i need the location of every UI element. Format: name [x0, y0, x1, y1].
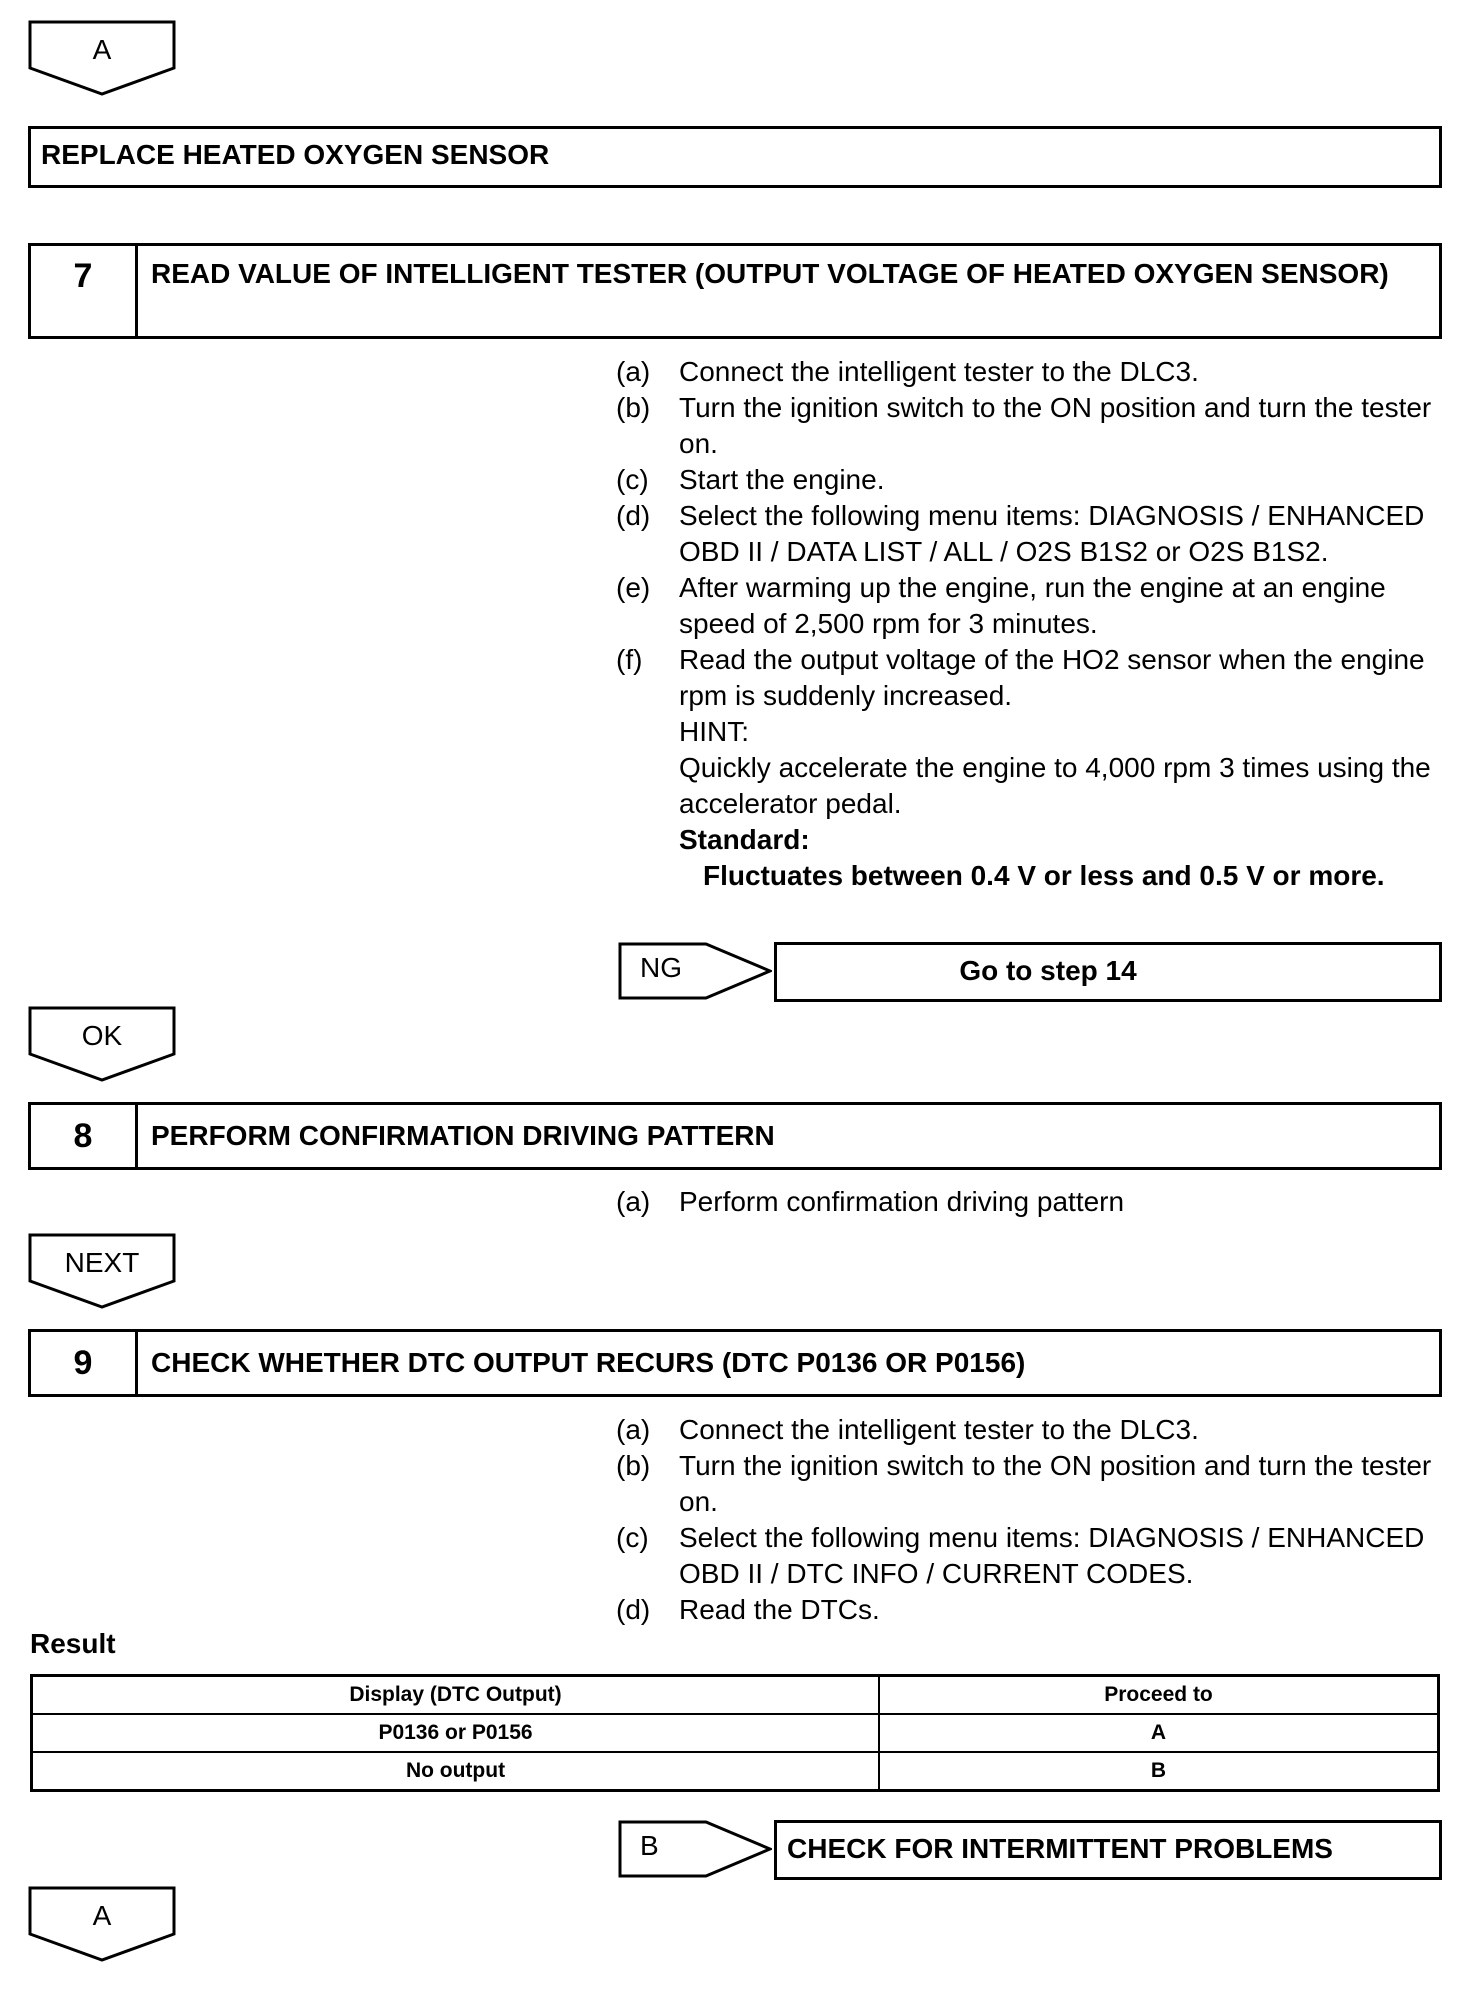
ng-target-text: Go to step 14 — [959, 955, 1137, 986]
step-7-instructions — [616, 354, 1446, 894]
b-target-text: CHECK FOR INTERMITTENT PROBLEMS — [787, 1833, 1333, 1864]
standard-label: Standard: — [679, 824, 810, 855]
step-number: 7 — [31, 246, 138, 336]
hint-label: HINT: — [679, 716, 749, 747]
flow-arrow-a-top — [28, 20, 176, 96]
instruction-text: Select the following menu items: DIAGNOSIS / ENHANCED OBD II / DATA LIST / ALL / O2S B1S2 or O2S B1S2. — [679, 500, 1425, 567]
instruction-letter: (c) — [616, 1522, 649, 1553]
table-header-row — [32, 1676, 1439, 1715]
instruction-item — [616, 498, 1446, 570]
step-8-instructions — [616, 1184, 1446, 1220]
instruction-letter: (f) — [616, 644, 643, 675]
instruction-text: Read the output voltage of the HO2 sensor when the engine rpm is suddenly increased. — [679, 644, 1425, 711]
instruction-text: Read the DTCs. — [679, 1594, 880, 1625]
instruction-letter: (e) — [616, 572, 651, 603]
instruction-letter: (a) — [616, 1186, 651, 1217]
step-7-header — [28, 243, 1442, 339]
instruction-item — [616, 1592, 1446, 1628]
instruction-text: After warming up the engine, run the engine at an engine speed of 2,500 rpm for 3 minutes. — [679, 572, 1386, 639]
result-table — [30, 1674, 1440, 1792]
standard-text: Fluctuates between 0.4 V or less and 0.5 V or more. — [703, 860, 1385, 891]
instruction-item — [616, 462, 1446, 498]
instruction-letter: (c) — [616, 464, 649, 495]
step-9-header — [28, 1329, 1442, 1397]
replace-sensor-text: REPLACE HEATED OXYGEN SENSOR — [41, 139, 550, 170]
table-row — [32, 1714, 1439, 1752]
ng-arrow — [618, 942, 772, 1000]
table-cell: B — [879, 1752, 1439, 1791]
table-header-cell: Display (DTC Output) — [32, 1676, 880, 1715]
instruction-item — [616, 1184, 1446, 1220]
instruction-text: Turn the ignition switch to the ON position and turn the tester on. — [679, 1450, 1432, 1517]
flow-arrow-a-bottom — [28, 1886, 176, 1962]
instruction-text: Perform confirmation driving pattern — [679, 1186, 1125, 1217]
result-label: Result — [30, 1628, 116, 1659]
instruction-text: Connect the intelligent tester to the DLC3. — [679, 356, 1199, 387]
table-cell: A — [879, 1714, 1439, 1752]
flow-arrow-label: OK — [81, 1020, 123, 1051]
instruction-item — [616, 570, 1446, 642]
instruction-item — [616, 1448, 1446, 1520]
table-cell: P0136 or P0156 — [32, 1714, 880, 1752]
instruction-text: Select the following menu items: DIAGNOSIS / ENHANCED OBD II / DTC INFO / CURRENT CODES. — [679, 1522, 1425, 1589]
b-target-box — [774, 1820, 1442, 1880]
b-arrow-label: B — [640, 1830, 659, 1861]
flow-arrow-next — [28, 1233, 176, 1309]
hint-text: Quickly accelerate the engine to 4,000 rpm 3 times using the accelerator pedal. — [679, 752, 1431, 819]
ng-target-box — [774, 942, 1442, 1002]
instruction-letter: (d) — [616, 1594, 651, 1625]
instruction-text: Turn the ignition switch to the ON position and turn the tester on. — [679, 392, 1432, 459]
instruction-letter: (b) — [616, 392, 651, 423]
flow-arrow-label: NEXT — [64, 1247, 140, 1278]
step-number: 9 — [31, 1332, 138, 1394]
instruction-letter: (a) — [616, 1414, 651, 1445]
step-9-instructions — [616, 1412, 1446, 1628]
b-arrow — [618, 1820, 772, 1878]
step-title: PERFORM CONFIRMATION DRIVING PATTERN — [151, 1120, 775, 1151]
instruction-text: Start the engine. — [679, 464, 885, 495]
instruction-item — [616, 390, 1446, 462]
step-number: 8 — [31, 1105, 138, 1167]
flow-arrow-label: A — [92, 34, 112, 65]
flow-arrow-label: A — [92, 1900, 112, 1931]
flow-arrow-ok — [28, 1006, 176, 1082]
step-title: CHECK WHETHER DTC OUTPUT RECURS (DTC P0136 OR P0156) — [151, 1347, 1026, 1378]
instruction-item — [616, 354, 1446, 390]
instruction-letter: (b) — [616, 1450, 651, 1481]
table-cell: No output — [32, 1752, 880, 1791]
step-8-header — [28, 1102, 1442, 1170]
instruction-text: Connect the intelligent tester to the DLC3. — [679, 1414, 1199, 1445]
table-header-cell: Proceed to — [879, 1676, 1439, 1715]
ng-arrow-label: NG — [640, 952, 682, 983]
instruction-item — [616, 1520, 1446, 1592]
replace-sensor-box — [28, 126, 1442, 188]
instruction-letter: (d) — [616, 500, 651, 531]
instruction-item — [616, 642, 1446, 894]
instruction-letter: (a) — [616, 356, 651, 387]
instruction-item — [616, 1412, 1446, 1448]
table-row — [32, 1752, 1439, 1791]
step-title: READ VALUE OF INTELLIGENT TESTER (OUTPUT VOLTAGE OF HEATED OXYGEN SENSOR) — [151, 258, 1389, 289]
